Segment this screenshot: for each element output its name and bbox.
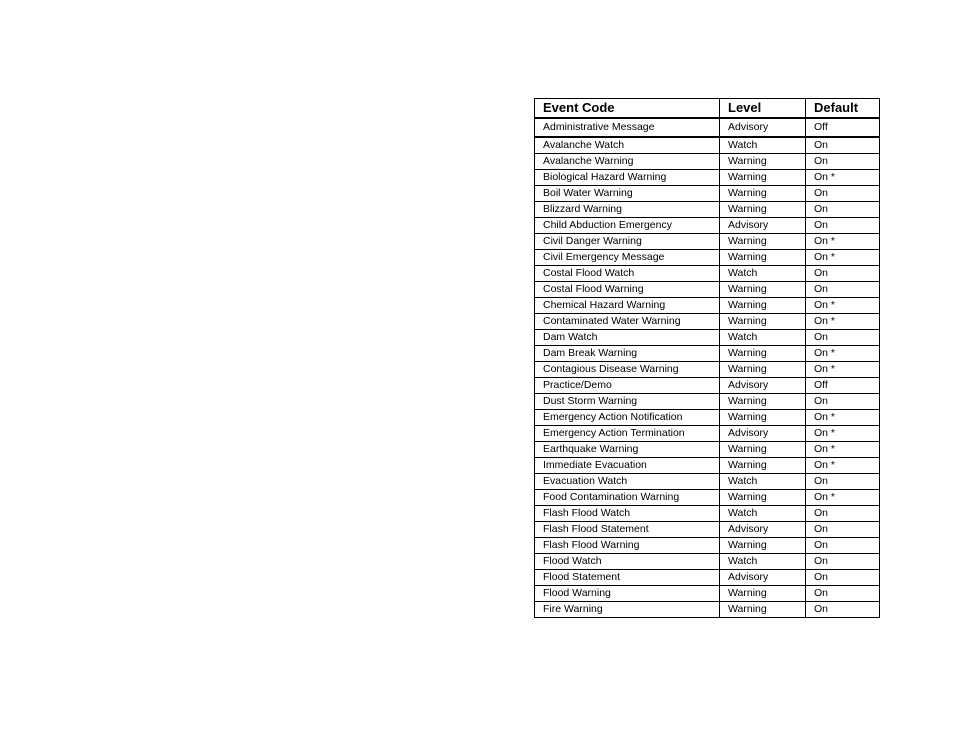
event-code-cell: Evacuation Watch: [535, 474, 720, 490]
default-cell: Off: [806, 118, 880, 137]
table-row: [535, 118, 880, 137]
event-code-cell: Earthquake Warning: [535, 442, 720, 458]
default-cell: On *: [806, 410, 880, 426]
table-row: [535, 394, 880, 410]
event-code-cell: Fire Warning: [535, 602, 720, 618]
level-cell: Warning: [720, 394, 806, 410]
table-row: [535, 506, 880, 522]
default-cell: On *: [806, 170, 880, 186]
default-cell: On *: [806, 346, 880, 362]
level-cell: Warning: [720, 490, 806, 506]
header-default: Default: [806, 99, 880, 119]
event-code-table: [534, 98, 880, 618]
event-code-cell: Biological Hazard Warning: [535, 170, 720, 186]
event-code-cell: Avalanche Watch: [535, 137, 720, 154]
level-cell: Warning: [720, 154, 806, 170]
table-row: [535, 314, 880, 330]
table-row: [535, 522, 880, 538]
level-cell: Warning: [720, 586, 806, 602]
event-code-cell: Boil Water Warning: [535, 186, 720, 202]
default-cell: On *: [806, 362, 880, 378]
level-cell: Warning: [720, 314, 806, 330]
level-cell: Warning: [720, 234, 806, 250]
table-body: [535, 118, 880, 618]
event-code-cell: Costal Flood Warning: [535, 282, 720, 298]
level-cell: Warning: [720, 602, 806, 618]
default-cell: On *: [806, 234, 880, 250]
default-cell: On: [806, 186, 880, 202]
event-code-cell: Blizzard Warning: [535, 202, 720, 218]
event-code-cell: Dust Storm Warning: [535, 394, 720, 410]
level-cell: Warning: [720, 458, 806, 474]
event-code-cell: Contagious Disease Warning: [535, 362, 720, 378]
default-cell: On: [806, 137, 880, 154]
level-cell: Advisory: [720, 522, 806, 538]
default-cell: On: [806, 602, 880, 618]
level-cell: Warning: [720, 170, 806, 186]
event-code-cell: Civil Emergency Message: [535, 250, 720, 266]
level-cell: Watch: [720, 330, 806, 346]
level-cell: Advisory: [720, 426, 806, 442]
event-code-cell: Food Contamination Warning: [535, 490, 720, 506]
table-row: [535, 570, 880, 586]
header-level: Level: [720, 99, 806, 119]
level-cell: Warning: [720, 410, 806, 426]
event-code-cell: Emergency Action Termination: [535, 426, 720, 442]
table-row: [535, 458, 880, 474]
default-cell: On *: [806, 426, 880, 442]
level-cell: Warning: [720, 186, 806, 202]
event-code-cell: Emergency Action Notification: [535, 410, 720, 426]
table-row: [535, 298, 880, 314]
default-cell: On: [806, 474, 880, 490]
level-cell: Warning: [720, 346, 806, 362]
table-row: [535, 410, 880, 426]
default-cell: On: [806, 282, 880, 298]
table-row: [535, 474, 880, 490]
level-cell: Advisory: [720, 378, 806, 394]
default-cell: Off: [806, 378, 880, 394]
table-row: [535, 170, 880, 186]
table-header-row: [535, 99, 880, 119]
table-row: [535, 330, 880, 346]
table-row: [535, 554, 880, 570]
default-cell: On: [806, 586, 880, 602]
event-code-cell: Flash Flood Statement: [535, 522, 720, 538]
table-row: [535, 538, 880, 554]
event-code-cell: Flood Statement: [535, 570, 720, 586]
table-row: [535, 250, 880, 266]
table-row: [535, 346, 880, 362]
default-cell: On: [806, 266, 880, 282]
table-row: [535, 186, 880, 202]
level-cell: Warning: [720, 282, 806, 298]
level-cell: Watch: [720, 554, 806, 570]
default-cell: On: [806, 394, 880, 410]
table-row: [535, 362, 880, 378]
table-row: [535, 137, 880, 154]
table-row: [535, 202, 880, 218]
default-cell: On *: [806, 442, 880, 458]
level-cell: Advisory: [720, 118, 806, 137]
table-row: [535, 426, 880, 442]
table-row: [535, 442, 880, 458]
event-code-cell: Costal Flood Watch: [535, 266, 720, 282]
default-cell: On: [806, 202, 880, 218]
default-cell: On *: [806, 490, 880, 506]
event-code-cell: Dam Watch: [535, 330, 720, 346]
default-cell: On *: [806, 298, 880, 314]
level-cell: Warning: [720, 202, 806, 218]
event-code-cell: Contaminated Water Warning: [535, 314, 720, 330]
default-cell: On *: [806, 458, 880, 474]
table-row: [535, 266, 880, 282]
level-cell: Watch: [720, 506, 806, 522]
level-cell: Warning: [720, 250, 806, 266]
event-code-cell: Chemical Hazard Warning: [535, 298, 720, 314]
event-code-cell: Flood Warning: [535, 586, 720, 602]
default-cell: On *: [806, 250, 880, 266]
event-code-cell: Administrative Message: [535, 118, 720, 137]
default-cell: On: [806, 154, 880, 170]
table-row: [535, 602, 880, 618]
default-cell: On: [806, 506, 880, 522]
table-row: [535, 218, 880, 234]
default-cell: On: [806, 522, 880, 538]
table-row: [535, 234, 880, 250]
level-cell: Advisory: [720, 570, 806, 586]
event-code-cell: Flash Flood Watch: [535, 506, 720, 522]
event-code-cell: Flash Flood Warning: [535, 538, 720, 554]
level-cell: Advisory: [720, 218, 806, 234]
default-cell: On: [806, 330, 880, 346]
table-row: [535, 154, 880, 170]
level-cell: Watch: [720, 474, 806, 490]
default-cell: On: [806, 570, 880, 586]
default-cell: On: [806, 538, 880, 554]
level-cell: Watch: [720, 137, 806, 154]
table-row: [535, 490, 880, 506]
event-code-cell: Dam Break Warning: [535, 346, 720, 362]
default-cell: On: [806, 218, 880, 234]
default-cell: On *: [806, 314, 880, 330]
event-code-cell: Child Abduction Emergency: [535, 218, 720, 234]
level-cell: Warning: [720, 538, 806, 554]
event-code-cell: Practice/Demo: [535, 378, 720, 394]
event-code-cell: Flood Watch: [535, 554, 720, 570]
level-cell: Warning: [720, 362, 806, 378]
header-event-code: Event Code: [535, 99, 720, 119]
default-cell: On: [806, 554, 880, 570]
level-cell: Warning: [720, 442, 806, 458]
level-cell: Warning: [720, 298, 806, 314]
event-code-cell: Civil Danger Warning: [535, 234, 720, 250]
event-code-cell: Avalanche Warning: [535, 154, 720, 170]
table-row: [535, 282, 880, 298]
table-row: [535, 378, 880, 394]
table-row: [535, 586, 880, 602]
event-code-cell: Immediate Evacuation: [535, 458, 720, 474]
level-cell: Watch: [720, 266, 806, 282]
